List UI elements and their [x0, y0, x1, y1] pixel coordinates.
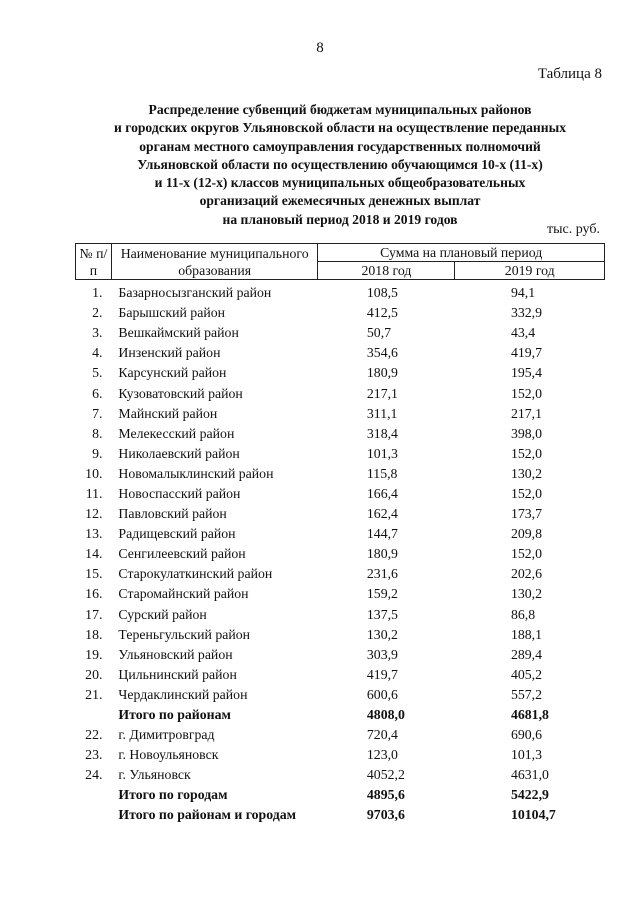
row-number: 7.: [92, 405, 103, 421]
row-name: Ульяновский район: [118, 646, 233, 662]
title-line: и 11-х (12-х) классов муниципальных общеобразовательных: [154, 175, 526, 191]
row-number: 8.: [92, 425, 103, 441]
header-year-2018: 2018 год: [318, 262, 455, 280]
row-number: 9.: [92, 445, 103, 461]
value-2018: 311,1: [366, 405, 398, 421]
table-row: [76, 363, 605, 383]
table-label: Таблица 8: [537, 66, 602, 82]
value-2019: 152,0: [510, 385, 543, 401]
value-2018: 231,6: [366, 566, 398, 582]
table-row: [76, 544, 605, 564]
row-number: [76, 705, 112, 725]
row-name: Базарносызганский район: [118, 285, 272, 301]
subsidy-table: [75, 243, 605, 826]
value-2018: 354,6: [366, 345, 398, 361]
table-row: [76, 404, 605, 424]
row-name: Старокулаткинский район: [118, 566, 273, 582]
value-2019: 4681,8: [510, 707, 549, 723]
row-name: Карсунский район: [118, 365, 227, 381]
row-number: 2.: [92, 305, 103, 321]
value-2019: 101,3: [510, 747, 543, 763]
row-number: 16.: [85, 586, 103, 602]
value-2019: 405,2: [510, 666, 543, 682]
value-2019: 5422,9: [510, 787, 549, 803]
value-2018: 137,5: [366, 606, 398, 622]
row-number: 23.: [85, 747, 103, 763]
row-number: 22.: [85, 727, 103, 743]
title-line: органам местного самоуправления государственных полномочий: [139, 138, 541, 154]
value-2019: 188,1: [510, 626, 543, 642]
row-number: 6.: [92, 385, 103, 401]
table-row: [76, 725, 605, 745]
value-2018: 115,8: [366, 465, 398, 481]
row-name: Чердаклинский район: [118, 686, 248, 702]
value-2018: 217,1: [366, 385, 398, 401]
table-row: [76, 625, 605, 645]
row-name: Николаевский район: [118, 445, 240, 461]
total-row: [76, 805, 605, 825]
value-2019: 332,9: [510, 305, 543, 321]
value-2019: 130,2: [510, 465, 543, 481]
row-number: 24.: [85, 767, 103, 783]
row-name: Барышский район: [118, 305, 225, 321]
row-name: Итого по районам: [118, 707, 231, 723]
title-line: Распределение субвенций бюджетам муниципальных районов: [148, 102, 532, 117]
value-2018: 162,4: [366, 506, 398, 522]
header-num: № п/п: [76, 244, 112, 280]
table-row: [76, 323, 605, 343]
value-2018: 720,4: [366, 727, 398, 743]
title-line: организаций ежемесячных денежных выплат: [199, 193, 481, 209]
value-2018: 50,7: [366, 325, 392, 341]
value-2018: 101,3: [366, 445, 398, 461]
table-row: [76, 605, 605, 625]
row-number: 11.: [85, 485, 103, 501]
title-line: на плановый период 2018 и 2019 годов: [222, 211, 458, 227]
value-2018: 108,5: [366, 285, 398, 301]
table-row: [76, 564, 605, 584]
value-2019: 202,6: [510, 566, 543, 582]
row-name: Новоспасский район: [118, 485, 241, 501]
value-2019: 419,7: [510, 345, 543, 361]
table-row: [76, 584, 605, 604]
value-2019: 209,8: [510, 526, 543, 542]
table-row: [76, 383, 605, 403]
row-name: Итого по городам: [118, 787, 228, 803]
value-2019: 152,0: [510, 485, 543, 501]
value-2019: 289,4: [510, 646, 543, 662]
document-title: [60, 101, 620, 229]
row-number: 19.: [85, 646, 103, 662]
row-name: Павловский район: [118, 506, 227, 522]
table-row: [76, 280, 605, 304]
value-2019: 4631,0: [510, 767, 549, 783]
row-name: г. Димитровград: [118, 727, 215, 743]
value-2019: 173,7: [510, 506, 543, 522]
table-row: [76, 424, 605, 444]
value-2019: 152,0: [510, 546, 543, 562]
row-number: 5.: [92, 365, 103, 381]
value-2019: 10104,7: [510, 807, 556, 823]
value-2019: 557,2: [510, 686, 543, 702]
units-label: тыс. руб.: [547, 222, 600, 237]
value-2018: 318,4: [366, 425, 398, 441]
row-name: Вешкаймский район: [118, 325, 239, 341]
value-2018: 600,6: [366, 686, 398, 702]
header-name: Наименование муниципального образования: [111, 244, 317, 280]
value-2018: 166,4: [366, 485, 398, 501]
title-line: и городских округов Ульяновской области на осуществление переданных: [114, 120, 566, 136]
value-2018: 4052,2: [366, 767, 405, 783]
value-2019: 690,6: [510, 727, 543, 743]
value-2018: 123,0: [366, 747, 398, 763]
row-name: Кузоватовский район: [118, 385, 243, 401]
table-row: [76, 685, 605, 705]
row-number: 18.: [85, 626, 103, 642]
value-2019: 398,0: [510, 425, 543, 441]
value-2019: 130,2: [510, 586, 543, 602]
table-row: [76, 524, 605, 544]
row-name: Новомалыклинский район: [118, 465, 274, 481]
value-2018: 412,5: [366, 305, 398, 321]
row-name: Сурский район: [118, 606, 207, 622]
table-row: [76, 343, 605, 363]
row-name: Радищевский район: [118, 526, 236, 542]
value-2018: 303,9: [366, 646, 398, 662]
value-2019: 195,4: [510, 365, 543, 381]
row-number: 14.: [85, 546, 103, 562]
row-name: г. Ульяновск: [118, 767, 191, 783]
table-row: [76, 303, 605, 323]
value-2018: 4808,0: [366, 707, 405, 723]
row-name: Мелекесский район: [118, 425, 235, 441]
value-2019: 43,4: [510, 325, 536, 341]
row-name: Цильнинский район: [118, 666, 237, 682]
table-row: [76, 464, 605, 484]
value-2018: 159,2: [366, 586, 398, 602]
value-2019: 152,0: [510, 445, 543, 461]
title-line: Ульяновской области по осуществлению обучающимся 10-х (11-х): [137, 156, 543, 172]
table-row: [76, 765, 605, 785]
row-number: 13.: [85, 526, 103, 542]
row-number: 20.: [85, 666, 103, 682]
table-row: [76, 645, 605, 665]
row-name: Сенгилеевский район: [118, 546, 246, 562]
header-sum: Сумма на плановый период: [318, 244, 605, 262]
row-number: 10.: [85, 465, 103, 481]
table-row: [76, 484, 605, 504]
total-row: [76, 705, 605, 725]
table-body: [76, 280, 605, 826]
table-row: [76, 504, 605, 524]
value-2018: 144,7: [366, 526, 398, 542]
table-row: [76, 665, 605, 685]
row-number: 3.: [92, 325, 103, 341]
row-name: г. Новоульяновск: [118, 747, 219, 763]
value-2018: 180,9: [366, 365, 398, 381]
value-2018: 130,2: [366, 626, 398, 642]
row-number: 1.: [92, 285, 103, 301]
row-number: 15.: [85, 566, 103, 582]
row-number: 4.: [92, 345, 103, 361]
row-number: 12.: [85, 506, 103, 522]
header-year-2019: 2019 год: [455, 262, 605, 280]
table-row: [76, 444, 605, 464]
row-number: 21.: [85, 686, 103, 702]
page-number: 8: [316, 40, 324, 56]
value-2019: 217,1: [510, 405, 543, 421]
row-number: [76, 785, 112, 805]
value-2019: 94,1: [510, 285, 536, 301]
value-2019: 86,8: [510, 606, 536, 622]
value-2018: 4895,6: [366, 787, 405, 803]
row-name: Старомайнский район: [118, 586, 249, 602]
row-name: Инзенский район: [118, 345, 221, 361]
row-number: [76, 805, 112, 825]
value-2018: 180,9: [366, 546, 398, 562]
row-name: Майнский район: [118, 405, 218, 421]
row-number: 17.: [85, 606, 103, 622]
row-name: Тереньгульский район: [118, 626, 251, 642]
row-name: Итого по районам и городам: [118, 807, 296, 823]
table-row: [76, 745, 605, 765]
value-2018: 419,7: [366, 666, 398, 682]
total-row: [76, 785, 605, 805]
value-2018: 9703,6: [366, 807, 405, 823]
